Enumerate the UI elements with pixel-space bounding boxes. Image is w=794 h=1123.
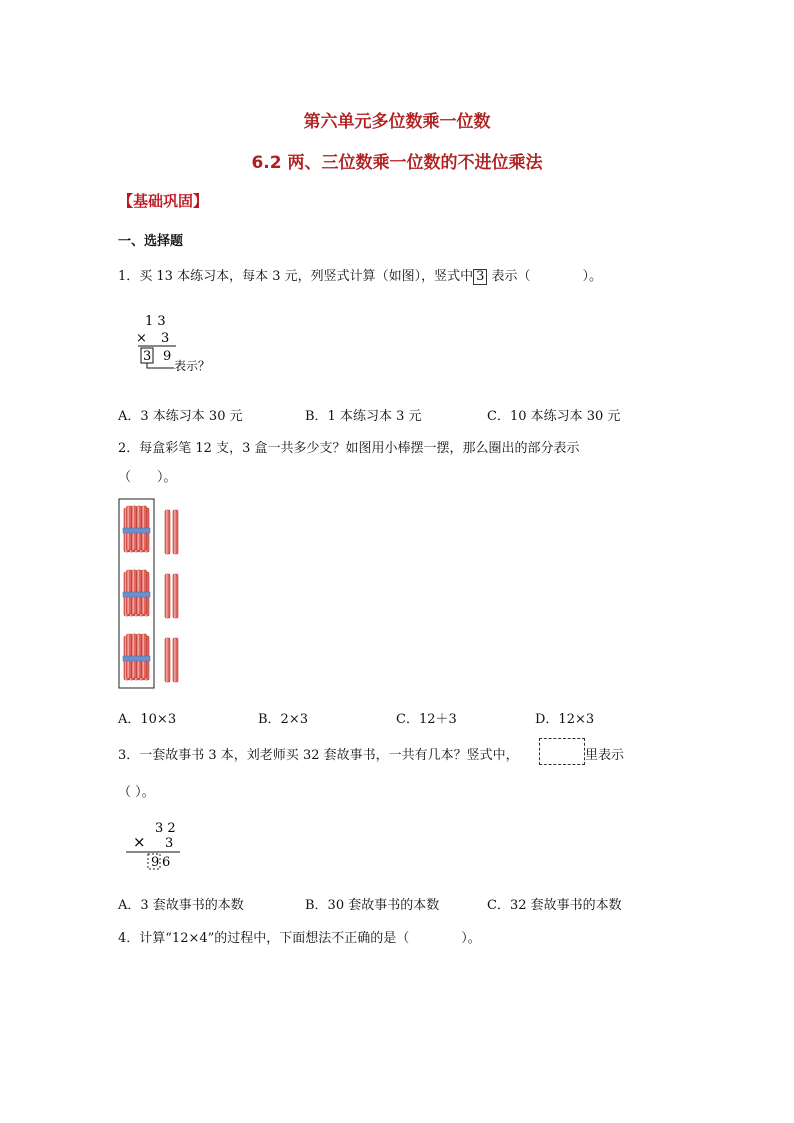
q3-dashed-box — [539, 738, 585, 765]
question-2-text-line2: （ ）。 — [118, 470, 177, 485]
q2-option-a[interactable]: A．10×3 — [118, 712, 177, 727]
q3-calc-mult: 3 — [165, 836, 174, 851]
q3-calc-res-digit: 6 — [162, 855, 171, 870]
question-3-text-line2: （ ）。 — [118, 785, 155, 800]
q2-sticks-figure — [118, 497, 188, 690]
question-3-text-line1: 3．一套故事书 3 本，刘老师买 32 套故事书，一共有几本？竖式中， — [118, 748, 519, 763]
q1-calc-res-digit: 9 — [163, 349, 172, 364]
bundle-1 — [123, 506, 150, 552]
q1-option-c[interactable]: C．10 本练习本 30 元 — [487, 409, 621, 424]
bundle-2 — [123, 570, 150, 616]
q2-option-b[interactable]: B．2×3 — [258, 712, 308, 727]
q1-option-a[interactable]: A．3 本练习本 30 元 — [118, 409, 243, 424]
q3-calc-res-boxed: 9 — [151, 855, 160, 870]
q2-option-c[interactable]: C．12＋3 — [396, 712, 457, 727]
part-label: 一、选择题 — [118, 234, 184, 249]
bundle-3 — [123, 634, 150, 680]
q1-calc-note: 表示？ — [174, 359, 211, 373]
section-label: 【基础巩固】 — [118, 192, 209, 210]
loose-sticks-1 — [165, 510, 178, 554]
unit-title: 第六单元多位数乘一位数 — [303, 112, 491, 132]
lesson-title: 6.2 两、三位数乘一位数的不进位乘法 — [251, 153, 543, 173]
q1-text-before: 1．买 13 本练习本，每本 3 元，列竖式计算（如图），竖式中 — [118, 269, 474, 284]
q1-calc-top: 1 3 — [145, 314, 166, 329]
q3-text-after-box: 里表示 — [585, 748, 625, 763]
q1-boxed-digit: 3 — [473, 269, 487, 285]
q3-option-a[interactable]: A．3 套故事书的本数 — [118, 898, 244, 913]
q1-text-after: 表示（ ）。 — [487, 269, 603, 284]
q3-option-c[interactable]: C．32 套故事书的本数 — [487, 898, 622, 913]
loose-sticks-3 — [165, 638, 178, 682]
question-1-text — [118, 265, 602, 285]
question-2-text-line1: 2．每盒彩笔 12 支，3 盒一共多少支？如图用小棒摆一摆，那么圈出的部分表示 — [118, 441, 580, 456]
q1-calc-mult: 3 — [161, 331, 170, 346]
loose-sticks-2 — [165, 574, 178, 618]
q3-calc-op: × — [133, 833, 146, 851]
q1-calc-op: × — [136, 331, 147, 346]
q2-option-d[interactable]: D．12×3 — [535, 712, 595, 727]
question-4-text: 4．计算“12×4”的过程中，下面想法不正确的是（ ）。 — [118, 931, 481, 946]
q3-vertical-calculation — [122, 818, 192, 873]
q1-option-b[interactable]: B．1 本练习本 3 元 — [305, 409, 422, 424]
q3-calc-top: 3 2 — [155, 821, 176, 836]
q1-calc-res-boxed: 3 — [143, 349, 152, 364]
q1-vertical-calculation — [130, 308, 240, 378]
q3-option-b[interactable]: B．30 套故事书的本数 — [305, 898, 440, 913]
